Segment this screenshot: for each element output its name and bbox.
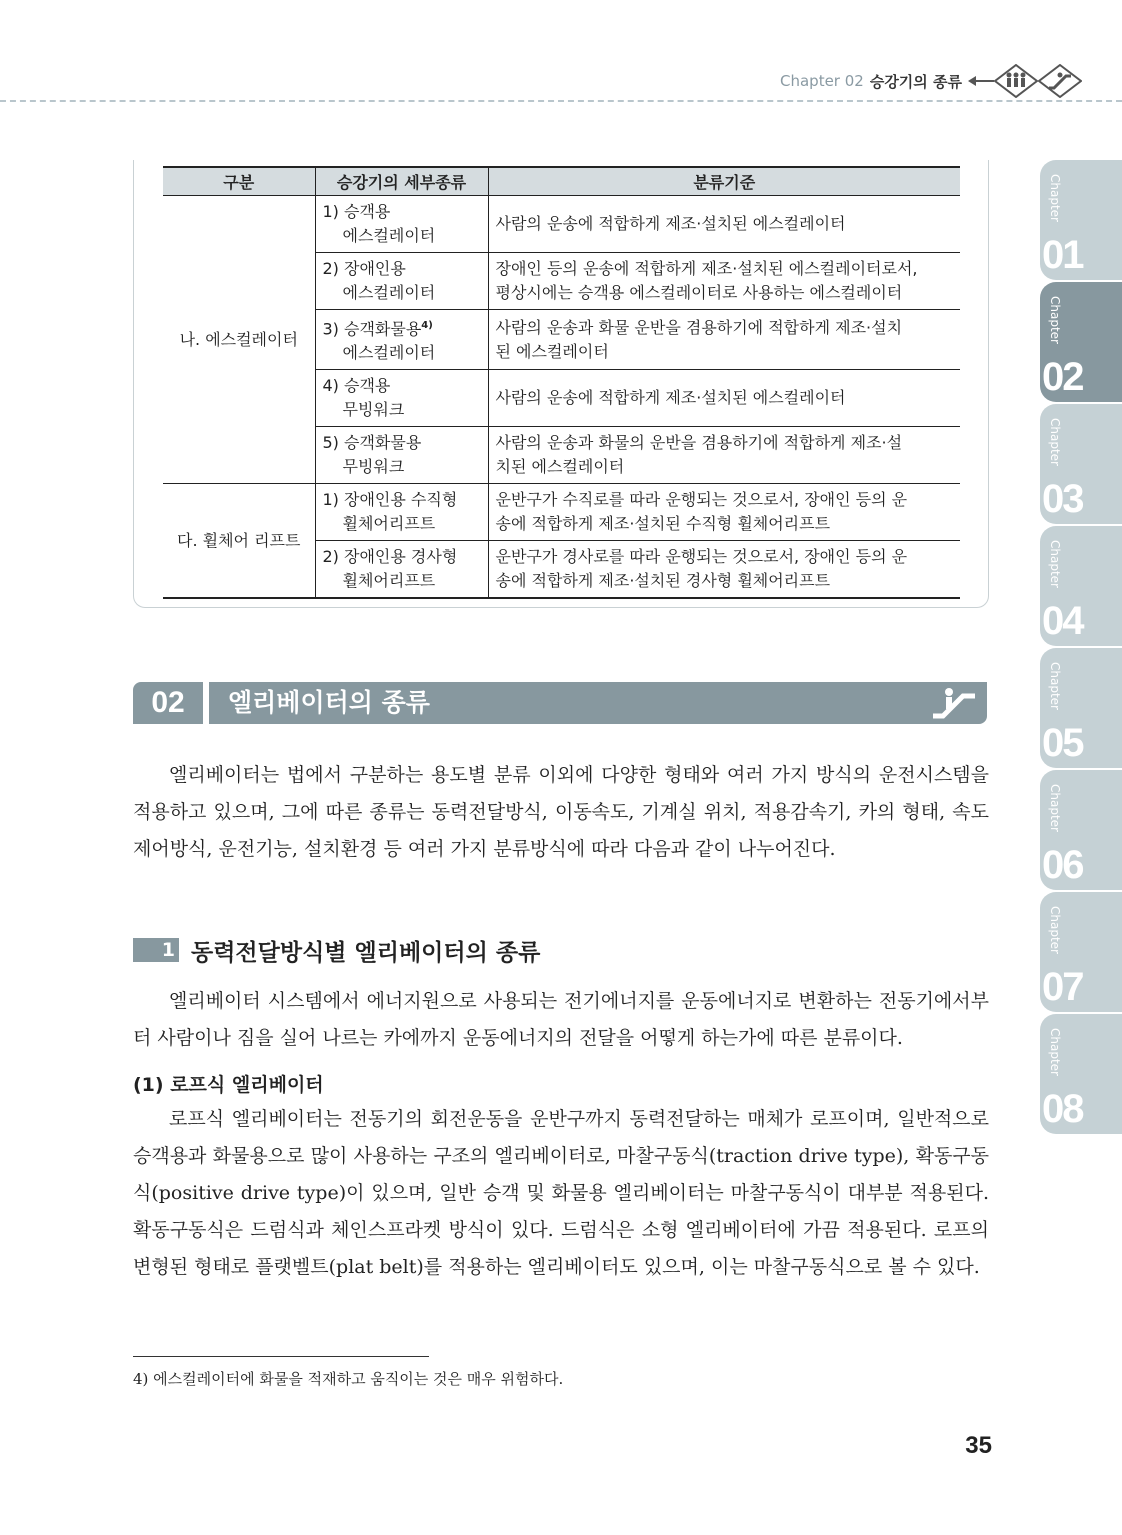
tab-chapter-06[interactable]: Chapter 06: [1040, 770, 1122, 890]
escalator-person-icon: [929, 686, 979, 720]
chapter-tabs: [1040, 160, 1122, 1136]
header-divider: [0, 100, 1122, 102]
footnote-ref: 4): [421, 320, 433, 331]
people-icon: [994, 64, 1038, 98]
tab-chapter-08[interactable]: Chapter 08: [1040, 1014, 1122, 1134]
footnote: 4) 에스컬레이터에 화물을 적재하고 움직이는 것은 매우 위험하다.: [133, 1370, 564, 1388]
table-header-cell: 승강기의 세부종류: [315, 167, 488, 196]
subsection-title: 동력전달방식별 엘리베이터의 종류: [191, 939, 541, 966]
criteria-cell: 운반구가 수직로를 따라 운행되는 것으로서, 장애인 등의 운 송에 적합하게 제조·설치된 수직형 휠체어리프트: [488, 484, 960, 541]
footnote-divider: [133, 1356, 429, 1357]
section-divider: [203, 682, 209, 724]
section-header: [133, 682, 987, 724]
header-chapter: Chapter 02: [780, 72, 864, 90]
tab-chapter-02[interactable]: Chapter 02: [1040, 282, 1122, 402]
table-row: [163, 484, 960, 541]
type-cell: 5) 승객화물용 무빙워크: [315, 427, 488, 484]
criteria-cell: 사람의 운송에 적합하게 제조·설치된 에스컬레이터: [488, 370, 960, 427]
subsection-header: [133, 936, 540, 964]
category-cell: 나. 에스컬레이터: [163, 196, 315, 484]
subsection-number: 1: [133, 938, 179, 962]
running-header: [780, 66, 1082, 96]
tab-chapter-05[interactable]: Chapter 05: [1040, 648, 1122, 768]
table-header-cell: 분류기준: [488, 167, 960, 196]
type-cell: 4) 승객용 무빙워크: [315, 370, 488, 427]
classification-table: [163, 166, 960, 599]
escalator-icon: [1038, 64, 1082, 98]
header-title: 승강기의 종류: [869, 72, 962, 91]
tab-chapter-01[interactable]: Chapter 01: [1040, 160, 1122, 280]
subsection-text: 엘리베이터 시스템에서 에너지원으로 사용되는 전기에너지를 운동에너지로 변환하는 전동기에서부터 사람이나 짐을 실어 나르는 카에까지 운동에너지의 전달을 어떻게 하는가에 따른 분류이다.: [133, 990, 989, 1049]
type-cell: 2) 장애인용 에스컬레이터: [315, 253, 488, 310]
criteria-cell: 운반구가 경사로를 따라 운행되는 것으로서, 장애인 등의 운 송에 적합하게 제조·설치된 경사형 휠체어리프트: [488, 541, 960, 599]
type-cell: 1) 장애인용 수직형 휠체어리프트: [315, 484, 488, 541]
table-header-row: [163, 167, 960, 196]
section-number: 02: [151, 686, 185, 719]
criteria-cell: 사람의 운송과 화물의 운반을 겸용하기에 적합하게 제조·설 치된 에스컬레이터: [488, 427, 960, 484]
tab-chapter-04[interactable]: Chapter 04: [1040, 526, 1122, 646]
section-title: 엘리베이터의 종류: [228, 688, 430, 717]
tab-chapter-07[interactable]: Chapter 07: [1040, 892, 1122, 1012]
header-icons: [968, 64, 1082, 98]
table-row: [163, 196, 960, 253]
type-cell: 2) 장애인용 경사형 휠체어리프트: [315, 541, 488, 599]
category-cell: 다. 휠체어 리프트: [163, 484, 315, 599]
tab-chapter-03[interactable]: Chapter 03: [1040, 404, 1122, 524]
subsubsection-title: (1) 로프식 엘리베이터: [133, 1074, 324, 1096]
criteria-cell: 장애인 등의 운송에 적합하게 제조·설치된 에스컬레이터로서, 평상시에는 승객용 에스컬레이터로 사용하는 에스컬레이터: [488, 253, 960, 310]
type-cell: 1) 승객용 에스컬레이터: [315, 196, 488, 253]
arrow-left-icon: [968, 74, 994, 88]
criteria-cell: 사람의 운송과 화물 운반을 겸용하기에 적합하게 제조·설치 된 에스컬레이터: [488, 310, 960, 370]
type-cell: 3) 승객화물용$^{4)}$ 에스컬레이터: [315, 310, 488, 370]
page-number: 35: [965, 1432, 992, 1459]
subsubsection-text: 로프식 엘리베이터는 전동기의 회전운동을 운반구까지 동력전달하는 매체가 로프이며, 일반적으로 승객용과 화물용으로 많이 사용하는 구조의 엘리베이터로, 마찰구동식(traction drive type), 확동구동식(positive drive type)이 있으며, 일반 승객 및 화물용 엘리베이터는 마찰구동식이 대부분 적용된다. 확동구동식은 드럼식과 체인스프라켓 방식이 있다. 드럼식은 소형 엘리베이터에 가끔 적용된다. 로프의 변형된 형태로 플랫벨트(plat belt)를 적용하는 엘리베이터도 있으며, 이는 마찰구동식으로 볼 수 있다.: [133, 1108, 989, 1278]
criteria-cell: 사람의 운송에 적합하게 제조·설치된 에스컬레이터: [488, 196, 960, 253]
section-intro: 엘리베이터는 법에서 구분하는 용도별 분류 이외에 다양한 형태와 여러 가지 방식의 운전시스템을 적용하고 있으며, 그에 따른 종류는 동력전달방식, 이동속도, 기계실 위치, 적용감속기, 카의 형태, 속도제어방식, 운전기능, 설치환경 등 여러 가지 분류방식에 따라 다음과 같이 나누어진다.: [133, 764, 989, 860]
table-header-cell: 구분: [163, 167, 315, 196]
